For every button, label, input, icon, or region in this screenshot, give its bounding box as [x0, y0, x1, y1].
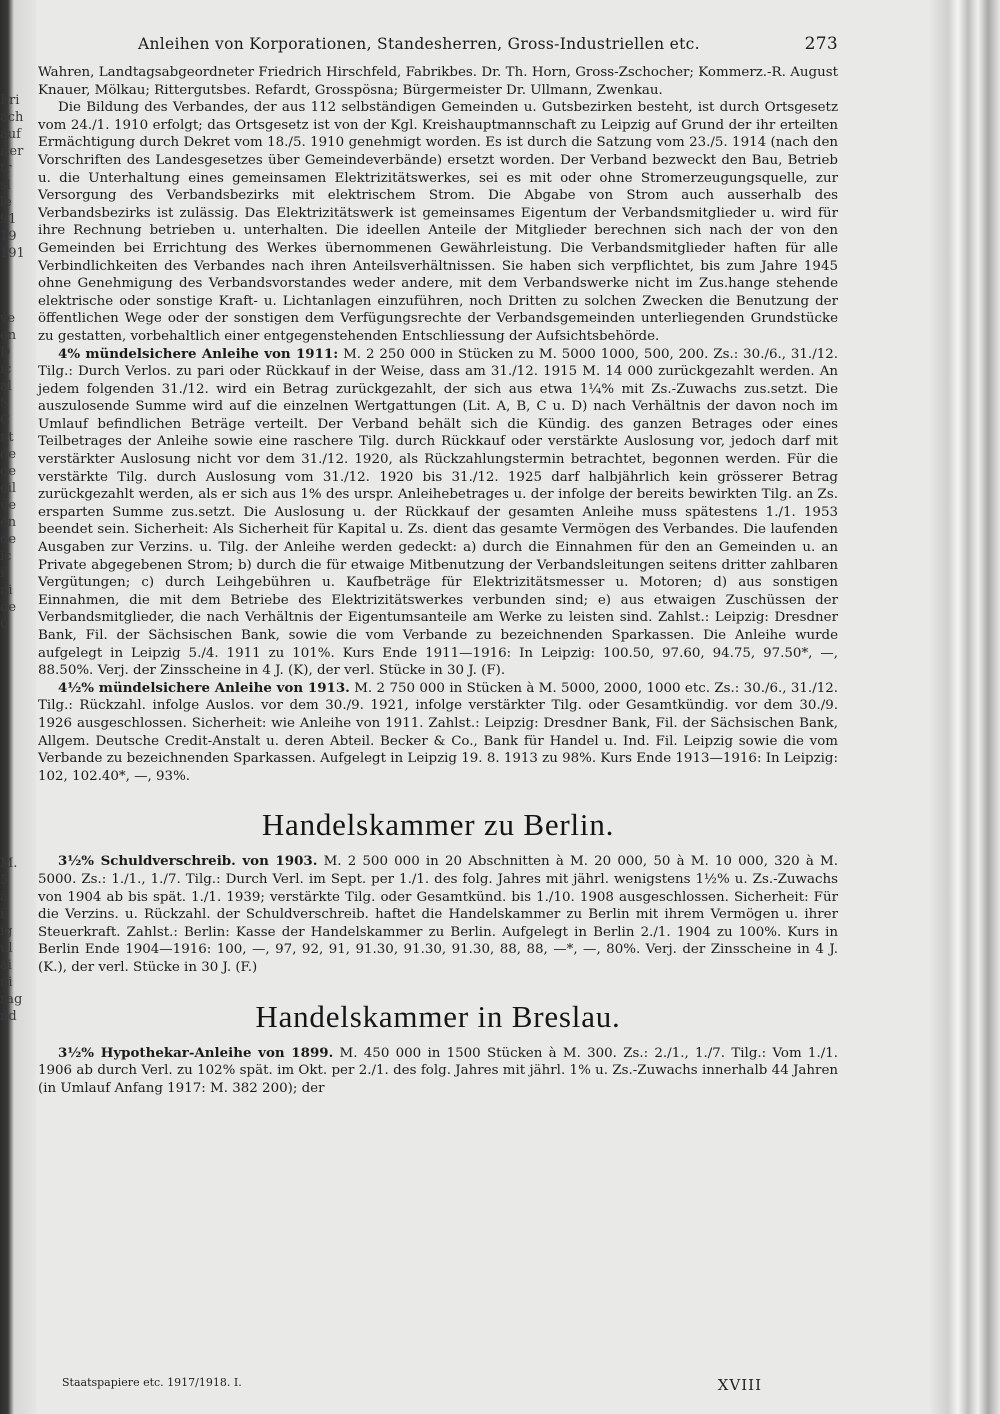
margin-fragment: de: [0, 600, 17, 615]
margin-fragment: de: [0, 447, 17, 462]
margin-fragment: ue: [0, 498, 17, 513]
margin-fragment: ic: [0, 362, 12, 377]
margin-fragment: C: [0, 413, 10, 428]
page-number: 273: [804, 34, 838, 54]
margin-fragment: ni: [0, 975, 13, 990]
margin-fragment: M.: [0, 856, 18, 871]
margin-fragment: ul: [0, 941, 13, 956]
margin-fragment: 91: [0, 212, 17, 227]
page-footer: [62, 1376, 762, 1394]
footer-imprint: Staatspapiere etc. 1917/1918. I.: [62, 1376, 242, 1389]
margin-fragment: D: [0, 345, 11, 360]
running-title: Anleihen von Korporationen, Standesherren, Gross-Industriellen etc.: [138, 35, 700, 53]
loan-1913-body: M. 2 750 000 in Stücken à M. 5000, 2000, 1000 etc. Zs.: 30./6., 31./12. Tilg.: Rückzahl. infolge Auslos. vor dem 30./9. 1921, infolge verstärkter Tilg. oder Gesamtkündig. vor dem 30./9. 1926 ausgeschlossen. Sicherheit: wie Anleihe von 1911. Zahlst.: Leipzig: Dresdner Bank, Fil. der Sächsischen Bank, Allgem. Deutsche Credit-Anstalt u. deren Abteil. Becker & Co., Bank für Handel u. Ind. Fil. Leipzig sowie die vom Verbande zu bezeichnenden Sparkassen. Aufgelegt in Leipzig 19. 8. 1913 zu 98%. Kurs Ende 1913—1916: In Leipzig: 102, 102.40*, —, 93%.: [38, 680, 838, 784]
paragraph-verband: Die Bildung des Verbandes, der aus 112 selbständigen Gemeinden u. Gutsbezirken besteht, ist durch Ortsgesetz vom 24./1. 1910 erfolgt; das Ortsgesetz ist von der Kgl. Kreishauptmannschaft zu Leipzig auf Grund der ihr erteilten Ermächtigung durch Dekret vom 18./5. 1910 genehmigt worden. Es ist durch die Satzung vom 23./5. 1914 (nach den Vorschriften des Landesgesetzes über Gemeindeverbände) ersetzt worden. Der Verband bezweckt den Bau, Betrieb u. die Unterhaltung eines gemeinsamen Elektrizitätswerkes, sei es mit oder ohne Stromerzeugungsquelle, zur Versorgung des Verbandsbezirks mit elektrischem Strom. Die Abgabe von Strom auch ausserhalb des Verbandsbezirks ist zulässig. Das Elektrizitätswerk ist gemeinsames Eigentum der Verbandsmitglieder u. wird für ihre Rechnung betrieben u. unterhalten. Die ideellen Anteile der Mitglieder berechnen sich nach der von den Gemeinden bei Errichtung des Werkes übernommenen Gewährleistung. Die Verbandsmitglieder haften für alle Verbindlichkeiten des Verbandes nach ihren Anteilsverhältnissen. Sie haben sich verpflichtet, bis zum Jahre 1945 ohne Genehmigung des Verbandsvorstandes weder andere, mit dem Verbandswerke nicht im Zus.hange stehende elektrische oder sonstige Kraft- u. Lichtanlagen einzuführen, noch Dritten zu solchen Zwecken die Benutzung der öffentlichen Wege oder der sonstigen dem Verfügungsrechte der Verbandsgemeinden unterliegenden Grundstücke zu gestatten, vorbehaltlich einer entgegenstehenden Entschliessung der Aufsichtsbehörde.: [38, 100, 838, 344]
margin-fragment: tr: [0, 161, 12, 176]
margin-fragment: auf: [0, 127, 21, 142]
margin-fragment: 5: [0, 873, 9, 888]
margin-fragment: ach: [0, 110, 24, 125]
margin-fragment: Fri: [0, 93, 20, 108]
margin-fragment: en: [0, 515, 17, 530]
left-margin-fragments-mid: [0, 310, 34, 633]
margin-fragment: en: [0, 328, 17, 343]
left-margin-fragments-low: [0, 855, 34, 1025]
breslau-entry: [38, 1045, 838, 1098]
margin-fragment: 191: [0, 246, 25, 261]
loan-1911-body: M. 2 250 000 in Stücken zu M. 5000 1000, 500, 200. Zs.: 30./6., 31./12. Tilg.: Durch Verlos. zu pari oder Rückkauf in der Weise, dass am 31./12. 1915 M. 14 000 zurückgezahlt werden. An jedem folgenden 31./12. wird ein Betrag zurückgezahlt, der sich aus etwa 1¼% mit Zs.-Zuwachs zus.setzt. Die auszulosende Summe wird auf die einzelnen Wertgattungen (Lit. A, B, C u. D) nach Verhältnis der davon noch im Umlauf befindlichen Beträge verteilt. Der Verband behält sich die Kündig. des ganzen Betrages oder eines Teilbetrages der Anleihe sowie eine raschere Tilg. durch Rückkauf oder verstärkte Auslosung vor, jedoch darf mit verstärkter Auslosung nicht vor dem 31./12. 1920, als Rückzahlungstermin betrachtet, begonnen werden. Für die verstärkte Tilg. durch Auslosung vom 31./12. 1920 bis 31./12. 1925 darf halbjährlich kein grösserer Betrag zurückgezahlt werden, als er sich aus 1% des urspr. Anleihebetrages u. der infolge der bereits bewirkten Tilg. an Zs. ersparten Summe zus.setzt. Die Auslosung u. der Rückkauf der gesamten Anleihe muss spätestens 1./1. 1953 beendet sein. Sicherheit: Als Sicherheit für Kapital u. Zs. dient das gesamte Vermögen des Verbandes. Die laufenden Ausgaben zur Verzins. u. Tilg. der Anleihe werden gedeckt: a) durch die Einnahmen für den an Gemeinden u. an Private abgegebenen Strom; b) durch die für etwaige Mitbenutzung der Verbandsleitungen seitens dritter zahlbaren Vergütungen; c) durch Leihgebühren u. Kaufbeträge für Elektrizitätsmesser u. Motoren; d) aus sonstigen Einnahmen, die mit dem Betriebe des Elektrizitätswerkes verbunden sind; e) aus etwaigen Zuschüssen der Verbandsmitglieder, die nach Verhältnis der Eigentumsanteile am Werke zu leisten sind. Zahlst.: Leipzig: Dresdner Bank, Fil. der Sächsischen Bank, sowie die vom Verbande zu bezeichnenden Sparkassen. Die Anleihe wurde aufgelegt in Leipzig 5./4. 1911 zu 101%. Kurs Ende 1911—1916: In Leipzig: 100.50, 97.60, 94.75, 97.50*, —, 88.50%. Verj. der Zinsscheine in 4 J. (K), der verl. Stücke in 30 J. (F).: [38, 346, 839, 679]
margin-fragment: nt: [0, 430, 14, 445]
paragraph-members: Wahren, Landtagsabgeordneter Friedrich Hirschfeld, Fabrikbes. Dr. Th. Horn, Gross-Zschocher; Kommerz.-R. August Knauer, Mölkau; Rittergutsbes. Refardt, Grosspösna; Bürgermeister Dr. Ullmann, Zwenkau.: [38, 65, 838, 98]
margin-fragment: al: [0, 379, 12, 394]
section-heading-breslau: Handelskammer in Breslau.: [255, 998, 621, 1034]
margin-fragment: ni: [0, 583, 13, 598]
page-content: [38, 34, 838, 1097]
berlin-entry-title: 3½% Schuldverschreib. von 1903.: [58, 853, 318, 870]
margin-fragment: eil: [0, 481, 17, 496]
loan-1911: [38, 346, 838, 680]
section-heading-berlin: Handelskammer zu Berlin.: [261, 807, 615, 843]
margin-fragment: il: [0, 907, 9, 922]
left-margin-fragments-top: [0, 92, 34, 262]
margin-fragment: il: [0, 566, 9, 581]
margin-fragment: ic: [0, 549, 12, 564]
margin-fragment: 19: [0, 229, 17, 244]
margin-fragment: le: [0, 195, 12, 210]
loan-1913: [38, 680, 838, 786]
margin-fragment: nd: [0, 1009, 17, 1024]
right-page-edge: [928, 0, 1000, 1414]
loan-1911-title: 4% mündelsichere Anleihe von 1911:: [58, 345, 339, 362]
margin-fragment: S: [0, 396, 9, 411]
margin-fragment: rag: [0, 992, 23, 1007]
margin-fragment: de: [0, 532, 17, 547]
breslau-entry-body: M. 450 000 in 1500 Stücken à M. 300. Zs.: 2./1., 1./7. Tilg.: Vom 1./1. 1906 ab durch Verl. zu 102% spät. im Okt. per 2./1. des folg. Jahres mit jährl. 1% u. Zs.-Zuwachs innerhalb 44 Jahren (in Umlauf Anfang 1917: M. 382 200); der: [38, 1045, 838, 1096]
breslau-entry-title: 3½% Hypothekar-Anleihe von 1899.: [58, 1044, 334, 1061]
berlin-entry: [38, 853, 838, 976]
margin-fragment: a: [0, 890, 8, 905]
margin-fragment: ai: [0, 958, 12, 973]
loan-1913-title: 4½% mündelsichere Anleihe von 1913.: [58, 679, 350, 696]
margin-fragment: sl: [0, 178, 11, 193]
margin-fragment: ve: [0, 311, 16, 326]
berlin-entry-body: M. 2 500 000 in 20 Abschnitten à M. 20 000, 50 à M. 10 000, 320 à M. 5000. Zs.: 1./1., 1./7. Tilg.: Durch Verl. im Sept. per 1./1. des folg. Jahres mit jährl. wenigstens 1½% u. Zs.-Zuwachs von 1904 ab bis spät. 1./1. 1939; verstärkte Tilg. oder Gesamtkünd. bis 1./10. 1908 ausgeschlossen. Sicherheit: Für die Verzins. u. Rückzahl. der Schuldverschreib. haftet die Handelskammer zu Berlin mit ihrem Vermögen u. ihrer Steuerkraft. Zahlst.: Berlin: Kasse der Handelskammer zu Berlin. Aufgelegt in Berlin 2./1. 1904 zu 100%. Kurs in Berlin Ende 1904—1916: 100, —, 97, 92, 91, 91.30, 91.30, 91.30, 88, 88, —*, —, 80%. Verj. der Zinsscheine in 4 J. (K.), der verl. Stücke in 30 J. (F.): [38, 854, 839, 975]
signature-mark: XVIII: [717, 1376, 762, 1394]
margin-fragment: ge: [0, 464, 17, 479]
running-header: [38, 34, 838, 64]
margin-fragment: ig: [0, 924, 13, 939]
margin-fragment: 0: [0, 617, 9, 632]
margin-fragment: iter: [0, 144, 24, 159]
